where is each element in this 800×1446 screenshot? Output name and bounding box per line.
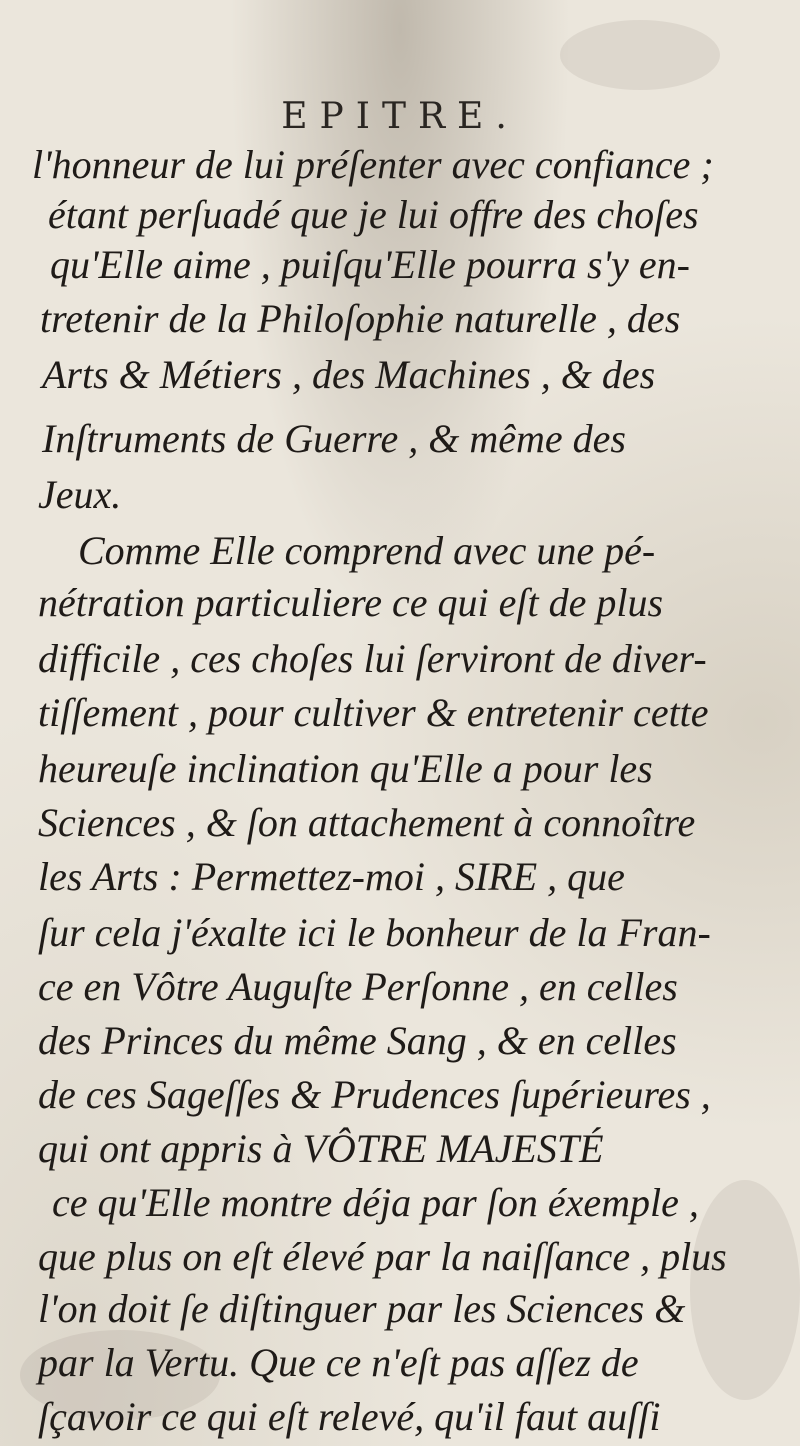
text-line: Arts & Métiers , des Machines , & des xyxy=(42,352,656,397)
text-line: difficile , ces choſes lui ſerviront de diver- xyxy=(38,636,707,681)
text-line: l'on doit ſe diſtinguer par les Sciences & xyxy=(38,1286,686,1331)
text-line: ce en Vôtre Auguſte Perſonne , en celles xyxy=(38,964,678,1009)
text-line: qu'Elle aime , puiſqu'Elle pourra s'y en- xyxy=(50,242,690,287)
text-line: les Arts : Permettez-moi , SIRE , que xyxy=(38,854,625,899)
text-line: l'honneur de lui préſenter avec confiance ; xyxy=(32,142,714,187)
text-line: nétration particuliere ce qui eſt de plus xyxy=(38,580,664,625)
text-line: heureuſe inclination qu'Elle a pour les xyxy=(38,746,653,791)
text-line: ſur cela j'éxalte ici le bonheur de la Fran- xyxy=(38,910,711,955)
text-line: Sciences , & ſon attachement à connoître xyxy=(38,800,696,845)
text-line: étant perſuadé que je lui offre des choſes xyxy=(48,192,699,237)
page-header: EPITRE. xyxy=(281,96,519,137)
text-line: qui ont appris à VÔTRE MAJESTÉ xyxy=(38,1126,604,1171)
text-line: Jeux. xyxy=(38,472,122,517)
text-line: Inſtruments de Guerre , & même des xyxy=(42,416,626,461)
text-line: des Princes du même Sang , & en celles xyxy=(38,1018,677,1063)
text-line: ce qu'Elle montre déja par ſon éxemple , xyxy=(52,1180,699,1225)
text-line: de ces Sageſſes & Prudences ſupérieures , xyxy=(38,1072,711,1117)
text-line: tretenir de la Philoſophie naturelle , des xyxy=(40,296,681,341)
text-line: par la Vertu. Que ce n'eſt pas aſſez de xyxy=(38,1340,639,1385)
text-line: ſçavoir ce qui eſt relevé, qu'il faut auſſi xyxy=(38,1394,661,1439)
text-line: que plus on eſt élevé par la naiſſance , plus xyxy=(38,1234,727,1279)
text-line: tiſſement , pour cultiver & entretenir cette xyxy=(38,690,709,735)
text-line: Comme Elle comprend avec une pé- xyxy=(78,528,656,573)
